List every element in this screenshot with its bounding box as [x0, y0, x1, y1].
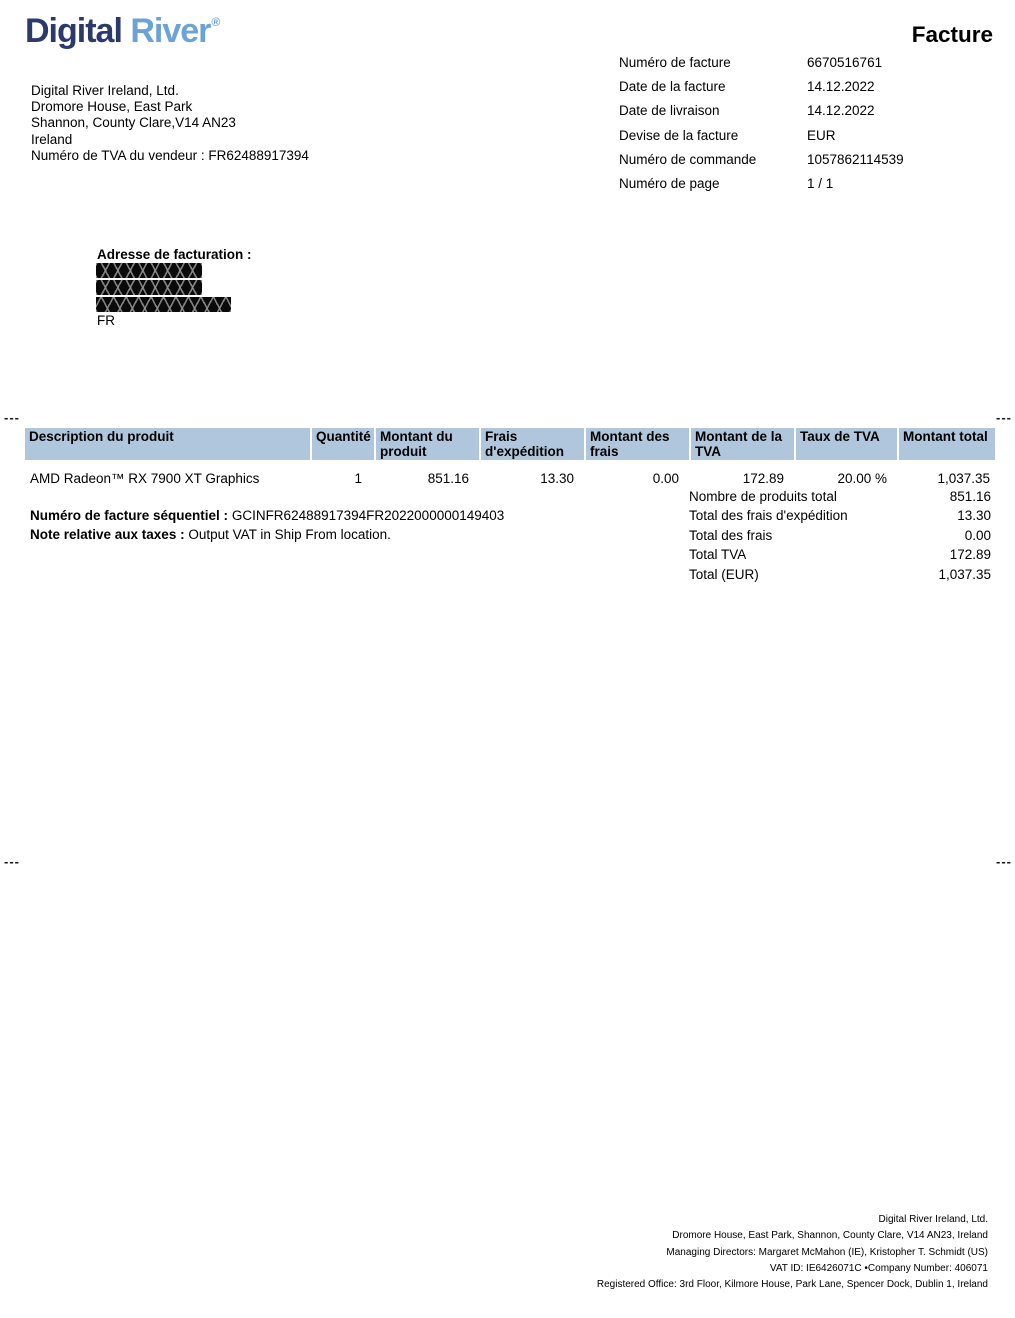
column-header-vat-amount: Montant de la TVA	[691, 428, 794, 460]
sequential-invoice-label: Numéro de facture séquentiel :	[30, 508, 229, 523]
grand-total-value: 1,037.35	[938, 566, 991, 582]
totals-row	[689, 567, 991, 586]
delivery-date: 14.12.2022	[807, 103, 875, 119]
meta-label: Date de livraison	[619, 103, 720, 119]
seller-address	[31, 83, 309, 164]
table-row	[25, 470, 995, 486]
company-footer	[400, 1212, 988, 1293]
seller-address-line: Ireland	[31, 131, 73, 147]
logo-word-river: River	[130, 12, 211, 50]
column-header-shipping: Frais d'expédition	[481, 428, 584, 460]
billing-country-code: FR	[97, 313, 115, 328]
column-header-vat-rate: Taux de TVA	[796, 428, 897, 460]
redacted-address-line	[96, 263, 202, 278]
seller-vat-number: Numéro de TVA du vendeur : FR62488917394	[31, 147, 309, 163]
totals-label: Total des frais	[689, 527, 773, 543]
redacted-address-line	[96, 280, 202, 295]
totals-label: Total des frais d'expédition	[689, 508, 848, 524]
items-table-header	[25, 428, 995, 460]
totals-row	[689, 508, 991, 527]
totals-section	[689, 489, 991, 586]
item-total: 1,037.35	[937, 471, 990, 486]
tax-note-label: Note relative aux taxes :	[30, 527, 185, 543]
billing-address-heading: Adresse de facturation :	[97, 247, 252, 262]
meta-row	[619, 176, 999, 200]
seller-address-line: Shannon, County Clare,V14 AN23	[31, 115, 236, 131]
totals-row	[689, 528, 991, 547]
item-description: AMD Radeon™ RX 7900 XT Graphics	[30, 471, 260, 486]
footer-registered-office: Registered Office: 3rd Floor, Kilmore House, Park Lane, Spencer Dock, Dublin 1, Ireland	[596, 1279, 988, 1291]
item-fees: 0.00	[652, 471, 679, 486]
section-separator: ---	[4, 854, 20, 869]
item-vat-rate: 20.00 %	[837, 471, 887, 486]
totals-label: Total (EUR)	[689, 566, 759, 582]
meta-row	[619, 152, 999, 176]
logo-word-digital: Digital	[25, 12, 122, 50]
item-product-amount: 851.16	[427, 471, 469, 486]
sequential-invoice-number	[30, 506, 504, 525]
meta-label: Date de la facture	[619, 79, 726, 95]
section-separator: ---	[996, 854, 1012, 869]
digital-river-logo	[25, 12, 218, 51]
footer-managing-directors: Managing Directors: Margaret McMahon (IE), Kristopher T. Schmidt (US)	[666, 1246, 988, 1258]
products-total-value: 851.16	[949, 489, 991, 504]
redacted-address-line	[96, 297, 231, 312]
tax-note	[30, 525, 504, 544]
totals-row	[689, 489, 991, 508]
invoice-number: 6670516761	[807, 55, 883, 70]
footer-address: Dromore House, East Park, Shannon, County Clare, V14 AN23, Ireland	[672, 1230, 988, 1242]
fees-total-value: 0.00	[964, 527, 991, 543]
section-separator: ---	[996, 410, 1012, 425]
column-header-total: Montant total	[899, 428, 995, 460]
page-number: 1 / 1	[807, 175, 834, 191]
item-shipping: 13.30	[540, 471, 574, 486]
totals-row	[689, 547, 991, 566]
order-number: 1057862114539	[807, 151, 904, 167]
meta-row	[619, 128, 999, 152]
totals-label: Nombre de produits total	[689, 489, 837, 504]
invoice-meta	[619, 55, 999, 200]
column-header-product-amount: Montant du produit	[376, 428, 479, 460]
column-header-description: Description du produit	[25, 428, 310, 460]
meta-row	[619, 55, 999, 79]
page-title: Facture	[911, 22, 993, 47]
invoice-date: 14.12.2022	[807, 79, 875, 95]
meta-label: Numéro de facture	[619, 55, 731, 70]
seller-address-line: Digital River Ireland, Ltd.	[31, 83, 179, 98]
registered-trademark-icon: ®	[211, 15, 220, 29]
sequential-invoice-value: GCINFR62488917394FR2022000000149403	[231, 508, 505, 523]
totals-label: Total TVA	[689, 547, 747, 563]
invoice-notes	[30, 506, 504, 545]
section-separator: ---	[4, 410, 20, 425]
meta-label: Numéro de commande	[619, 151, 757, 167]
seller-address-line: Dromore House, East Park	[31, 99, 193, 115]
column-header-fees: Montant des frais	[586, 428, 689, 460]
tax-note-value: Output VAT in Ship From location.	[188, 527, 391, 543]
meta-label: Devise de la facture	[619, 127, 739, 143]
column-header-quantity: Quantité	[312, 428, 374, 460]
meta-row	[619, 103, 999, 127]
footer-company-name: Digital River Ireland, Ltd.	[878, 1214, 988, 1225]
invoice-currency: EUR	[807, 127, 836, 143]
vat-total-value: 172.89	[949, 547, 991, 563]
item-vat-amount: 172.89	[742, 471, 784, 486]
meta-label: Numéro de page	[619, 175, 720, 191]
item-quantity: 1	[354, 471, 362, 486]
footer-vat-company-number: VAT ID: IE6426071C •Company Number: 406071	[769, 1262, 988, 1274]
shipping-total-value: 13.30	[957, 508, 991, 524]
meta-row	[619, 79, 999, 103]
